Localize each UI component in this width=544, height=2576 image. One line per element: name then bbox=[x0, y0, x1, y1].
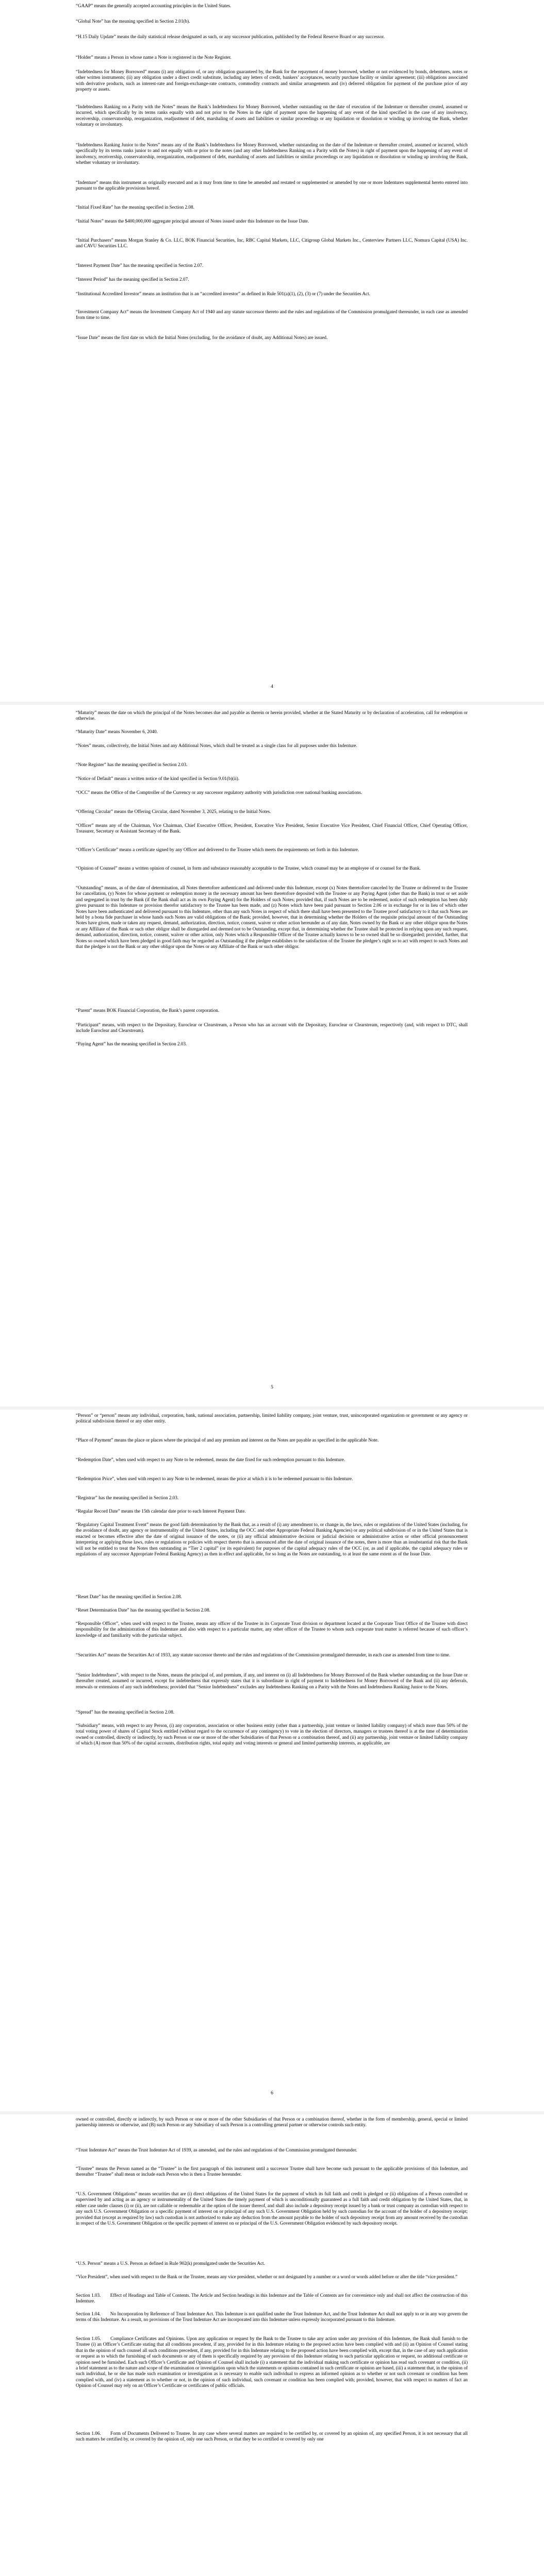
definition-paragraph: “Maturity Date” means November 6, 2040. bbox=[76, 729, 158, 734]
definition-paragraph: “Institutional Accredited Investor” means an institution that is an “accredited investor” as defined in Rule 501(a)(1), (2), (3) or (7) under the Securities Act. bbox=[76, 291, 370, 296]
page-number: 4 bbox=[271, 684, 273, 689]
definition-paragraph: “Senior Indebtedness”, with respect to the Notes, means the principal of, and premium, if any, and interest on (i) all Indebtedness for Money Borrowed of the Bank whether outstanding on the Issue Date or thereafter created, assumed or incurred, except for indebtedness that expressly states that it is subordinate in right of payment to Indebtedness for Money Borrowed of the Bank and (ii) any deferrals, renewals or extensions of any such indebtedness; provided that “Senior Indebtedness” excludes any Indebtedness Ranking on a Parity with the Notes and Indebtedness Ranking Junior to the Notes. bbox=[76, 1672, 468, 1689]
document-page-7 bbox=[0, 2114, 544, 2576]
page-number: 6 bbox=[271, 2091, 273, 2096]
definition-paragraph: owned or controlled, directly or indirectly, by such Person or one or more of the other Subsidiaries of that Person or a combination thereof, whether in the form of membership, general, special or limited partnership interests or otherwise, and (B) such Person or any Subsidiary of such Person is a controlling general partner or otherwise controls such entity. bbox=[76, 2116, 468, 2128]
definition-paragraph: “Place of Payment” means the place or places where the principal of and any premium and interest on the Notes are payable as specified in the applicable Note. bbox=[76, 1437, 379, 1443]
definition-paragraph: “Note Register” has the meaning specified in Section 2.03. bbox=[76, 762, 188, 767]
definition-paragraph: “Indebtedness for Money Borrowed” means (i) any obligation of, or any obligation guaranteed by, the Bank for the repayment of money borrowed, whether or not evidenced by bonds, debentures, notes or other written instruments; (ii) any obligation under a direct credit substitute, including any letters of credit, bankers’ acceptances, security purchase facility or similar agreement; (iii) obligations associated with derivative products, such as interest-rate and foreign-exchange-rate contracts, commodity contracts and similar arrangements and (iv) deferred obligation for payment of the purchase price of any property or assets. bbox=[76, 69, 468, 92]
definition-paragraph: “Officer’s Certificate” means a certificate signed by any Officer and delivered to the Trustee which meets the requirements set forth in this Indenture. bbox=[76, 847, 359, 852]
definition-paragraph: “Interest Payment Date” has the meaning specified in Section 2.07. bbox=[76, 263, 204, 268]
definition-paragraph: “Officer” means any of the Chairman, Vice Chairman, Chief Executive Officer, President, Executive Vice President, Senior Executive Vice President, Chief Financial Officer, Chief Operating Officer, Treasurer, Secretary or Assistant Secretary of the Bank. bbox=[76, 823, 468, 834]
definition-paragraph: “Maturity” means the date on which the principal of the Notes becomes due and payable as therein or herein provided, whether at the Stated Maturity or by declaration of acceleration, call for redemption or otherwise. bbox=[76, 710, 468, 721]
document-page-4 bbox=[0, 0, 544, 703]
section-paragraph: Section 1.04. No Incorporation by Reference of Trust Indenture Act. This Indenture is not qualified under the Trust Indenture Act, and the Trust Indenture Act shall not apply to or in any way govern the terms of this Indenture. As a result, no provisions of the Trust Indenture Act are incorporated into this Indenture unless expressly incorporated pursuant to this Indenture. bbox=[76, 2311, 468, 2323]
definition-paragraph: “Notes” means, collectively, the Initial Notes and any Additional Notes, which shall be treated as a single class for all purposes under this Indenture. bbox=[76, 743, 357, 748]
definition-paragraph: “Subsidiary” means, with respect to any Person, (i) any corporation, association or other business entity (other than a partnership, joint venture or limited liability company) of which more than 50% of the total voting power of shares of Capital Stock entitled (without regard to the occurrence of any contingency) to vote in the election of directors, managers or trustees thereof is at the time of determination owned or controlled, directly or indirectly, by such Person or one or more of the other Subsidiaries of that Person or a combination thereof, and (ii) any partnership, joint venture or limited liability company of which (A) more than 50% of the capital accounts, distribution rights, total equity and voting interests or general and limited partnership interests, as applicable, are bbox=[76, 1723, 468, 1746]
definition-paragraph: “Notice of Default” means a written notice of the kind specified in Section 9.01(b)(ii). bbox=[76, 776, 240, 781]
definition-paragraph: “Vice President”, when used with respect to the Bank or the Trustee, means any vice president, whether or not designated by a number or a word or words added before or after the title “vice president.” bbox=[76, 2274, 458, 2279]
definition-paragraph: “OCC” means the Office of the Comptroller of the Currency or any successor regulatory authority with jurisdiction over national banking associations. bbox=[76, 790, 362, 795]
definition-paragraph: “GAAP” means the generally accepted accounting principles in the United States. bbox=[76, 3, 232, 8]
definition-paragraph: “U.S. Person” means a U.S. Person as defined in Rule 902(k) promulgated under the Securities Act. bbox=[76, 2261, 265, 2266]
page-number: 5 bbox=[271, 1385, 273, 1390]
definition-paragraph: “Regular Record Date” means the 15th calendar date prior to each Interest Payment Date. bbox=[76, 1509, 246, 1514]
definition-paragraph: “Offering Circular” means the Offering Circular, dated November 3, 2025, relating to the Initial Notes. bbox=[76, 809, 271, 814]
definition-paragraph: “Participant” means, with respect to the Depositary, Euroclear or Clearstream, a Person who has an account with the Depositary, Euroclear or Clearstream, respectively (and, with respect to DTC, shall include Euroclear and Clearstream). bbox=[76, 1022, 468, 1033]
definition-paragraph: “Person” or “person” means any individual, corporation, bank, national association, partnership, limited liability company, joint venture, trust, unincorporated organization or government or any agency or political subdivision thereof or any other entity. bbox=[76, 1413, 468, 1424]
definition-paragraph: “Indebtedness Ranking on a Parity with the Notes” means the Bank’s Indebtedness for Money Borrowed, whether outstanding on the date of execution of the Indenture or thereafter created, assumed or incurred, which specifically by its terms ranks equally with and not prior to the Notes in the right of payment upon the happening of any event of the kind specified in the case of any insolvency, receivership, conservatorship, reorganization, readjustment of debt, marshaling of assets and liabilities or similar proceedings or any liquidation or dissolution or winding up involving the Bank, whether voluntary or involuntary. bbox=[76, 104, 468, 127]
definition-paragraph: “Redemption Price”, when used with respect to any Note to be redeemed, means the price at which it is to be redeemed pursuant to this Indenture. bbox=[76, 1476, 353, 1481]
definition-paragraph: “U.S. Government Obligations” means securities that are (i) direct obligations of the United States for the payment of which its full faith and credit is pledged or (ii) obligations of a Person controlled or supervised by and acting as an agency or instrumentality of the United States the timely payment of which is unconditionally guaranteed as a full faith and credit obligation by the United States, that, in either case under clauses (i) or (ii), are not callable or redeemable at the option of the issuer thereof, and shall also include a depository receipt issued by a bank or trust company as custodian with respect to any such U.S. Government Obligation or a specific payment of interest on or principal of any such U.S. Government Obligation held by such custodian for the account of the holder of a depository receipt; provided that (except as required by law) such custodian is not authorized to make any deduction from the amount payable to the holder of such depository receipt from any amount received by the custodian in respect of the U.S. Government Obligation or the specific payment of interest on or principal of the U.S. Government Obligation evidenced by such depository receipt. bbox=[76, 2191, 468, 2226]
definition-paragraph: “Reset Determination Date” has the meaning specified in Section 2.08. bbox=[76, 1607, 210, 1613]
definition-paragraph: “Holder” means a Person in whose name a Note is registered in the Note Register. bbox=[76, 55, 232, 60]
definition-paragraph: “Regulatory Capital Treatment Event” means the good faith determination by the Bank that, as a result of (i) any amendment to, or change in, the laws, rules or regulations of the United States (including, for the avoidance of doubt, any agency or instrumentality of the United States, including the OCC and other Appropriate Federal Banking Agencies) or any political subdivision of or in the United States that is enacted or becomes effective after the date of original issuance of the notes, or (ii) any official administrative decision or judicial decision or administrative action or other official pronouncement interpreting or applying those laws, rules or regulations or policies with respect thereto that is announced after the date of original issuance of the notes, there is more than an insubstantial risk that the Bank will not be entitled to treat the Notes then outstanding as “Tier 2 capital” (or its equivalent) for purposes of the capital adequacy rules of the OCC (or, as and if applicable, the capital adequacy rules or regulations of any successor Appropriate Federal Banking Agency) as then in effect and applicable, for so long as the Notes are outstanding, to at least the same extent as of the Issue Date. bbox=[76, 1522, 468, 1557]
definition-paragraph: “Registrar” has the meaning specified in Section 2.03. bbox=[76, 1495, 179, 1500]
definition-paragraph: “Parent” means BOK Financial Corporation, the Bank’s parent corporation. bbox=[76, 1008, 220, 1013]
definition-paragraph: “Initial Fixed Rate” has the meaning specified in Section 2.08. bbox=[76, 205, 194, 210]
definition-paragraph: “Paying Agent” has the meaning specified in Section 2.03. bbox=[76, 1041, 187, 1046]
definition-paragraph: “Reset Date” has the meaning specified in Section 2.08. bbox=[76, 1594, 182, 1599]
definition-paragraph: “Securities Act” means the Securities Act of 1933, any statute successor thereto and the rules and regulations of the Commission promulgated thereunder, in each case as amended from time to time. bbox=[76, 1652, 450, 1657]
definition-paragraph: “Trust Indenture Act” means the Trust Indenture Act of 1939, as amended, and the rules and regulations of the Commission promulgated thereunder. bbox=[76, 2147, 357, 2153]
definition-paragraph: “Issue Date” means the first date on which the Initial Notes (excluding, for the avoidance of doubt, any Additional Notes) are issued. bbox=[76, 335, 328, 340]
definition-paragraph: “Trustee” means the Person named as the “Trustee” in the first paragraph of this instrument until a successor Trustee shall have become such pursuant to the applicable provisions of this Indenture, and thereafter “Trustee” shall mean or include each Person who is then a Trustee hereunder. bbox=[76, 2166, 468, 2177]
definition-paragraph: “Investment Company Act” means the Investment Company Act of 1940 and any statute successor thereto and the rules and regulations of the Commission promulgated thereunder, in each case as amended from time to time. bbox=[76, 309, 468, 320]
definition-paragraph: “H.15 Daily Update” means the daily statistical release designated as such, or any successor publication, published by the Federal Reserve Board or any successor. bbox=[76, 34, 385, 39]
definition-paragraph: “Outstanding” means, as of the date of determination, all Notes theretofore authenticated and delivered under this Indenture, except (x) Notes theretofore canceled by the Trustee or delivered to the Trustee for cancellation, (y) Notes for whose payment or redemption money in the necessary amount has been theretofore deposited with the Trustee or any Paying Agent (other than the Bank) in trust or set aside and segregated in trust by the Bank (if the Bank shall act as its own Paying Agent) for the Holders of such Notes; provided that, if such Notes are to be redeemed, notice of such redemption has been duly given pursuant to this Indenture or provision therefor satisfactory to the Trustee has been made, and (z) Notes which have been paid pursuant to Section 2.06 or in exchange for or in lieu of which other Notes have been authenticated and delivered pursuant to this Indenture, other than any such Notes in respect of which there shall have been presented to the Trustee proof satisfactory to it that such Notes are held by a bona fide purchaser in whose hands such Notes are valid obligations of the Bank; provided, however, that in determining whether the Holders of the requisite principal amount of the Outstanding Notes have given, made or taken any request, demand, authorization, direction, notice, consent, waiver or other action hereunder as of any date, Notes owned by the Bank or any other obligor upon the Notes or any Affiliate of the Bank or such other obligor shall be disregarded and deemed not to be Outstanding, except that, in determining whether the Trustee shall be protected in relying upon any such request, demand, authorization, direction, notice, consent, waiver or other action, only Notes which a Responsible Officer of the Trustee actually knows to be so owned shall be so disregarded; provided, further, that Notes so owned which have been pledged in good faith may be regarded as Outstanding if the pledgee establishes to the satisfaction of the Trustee the pledgee’s right so to act with respect to such Notes and that the pledgee is not the Bank or any other obligor upon the Notes or any Affiliate of the Bank or such other obligor. bbox=[76, 885, 468, 950]
definition-paragraph: “Indenture” means this instrument as originally executed and as it may from time to time be amended and restated or supplemented or amended by one or more Indentures supplemental hereto entered into pursuant to the applicable provisions hereof. bbox=[76, 180, 468, 191]
definition-paragraph: “Initial Notes” means the $400,000,000 aggregate principal amount of Notes issued under this Indenture on the Issue Date. bbox=[76, 218, 309, 224]
definition-paragraph: “Spread” has the meaning specified in Section 2.08. bbox=[76, 1709, 175, 1715]
section-paragraph: Section 1.06. Form of Documents Delivered to Trustee. In any case where several matters are required to be certified by, or covered by an opinion of, any specified Person, it is not necessary that all such matters be certified by, or covered by the opinion of, only one such Person, or that they be so certified or covered by only one bbox=[76, 2431, 468, 2442]
definition-paragraph: “Opinion of Counsel” means a written opinion of counsel, in form and substance reasonably acceptable to the Trustee, which counsel may be an employee of or counsel for the Bank. bbox=[76, 866, 421, 871]
section-paragraph: Section 1.03. Effect of Headings and Table of Contents. The Article and Section headings in this Indenture and the Table of Contents are for convenience only and shall not affect the construction of this Indenture. bbox=[76, 2293, 468, 2304]
definition-paragraph: “Global Note” has the meaning specified in Section 2.01(b). bbox=[76, 19, 190, 24]
definition-paragraph: “Responsible Officer”, when used with respect to the Trustee, means any officer of the Trustee in its Corporate Trust division or department located at the Corporate Trust Office of the Trustee with direct responsibility for the administration of this Indenture and also with respect to a particular matter, any other officer of the Trustee to whom such corporate trust matter is referred because of such officer’s knowledge of and familiarity with the particular subject. bbox=[76, 1621, 468, 1638]
definition-paragraph: “Redemption Date”, when used with respect to any Note to be redeemed, means the date fixed for such redemption pursuant to this Indenture. bbox=[76, 1457, 345, 1462]
definition-paragraph: “Indebtedness Ranking Junior to the Notes” means any of the Bank’s Indebtedness for Money Borrowed, whether outstanding on the date of the Indenture or thereafter created, assumed or incurred, which specifically by its terms ranks junior to and not equally with or prior to the notes (and any other Indebtedness Ranking on a Parity with the Notes) in right of payment upon the happening of any event of insolvency, receivership, conservatorship, reorganization, readjustment of debt, marshaling of assets and liabilities or similar proceedings or any liquidation or dissolution or winding up involving the Bank, whether voluntary or involuntary. bbox=[76, 142, 468, 165]
document-page-6 bbox=[0, 1410, 544, 2113]
section-paragraph: Section 1.05. Compliance Certificates and Opinions. Upon any application or request by the Bank to the Trustee to take any action under any provision of this Indenture, the Bank shall furnish to the Trustee (i) an Officer’s Certificate stating that all conditions precedent, if any, provided for in this Indenture relating to the proposed action have been complied with and (ii) an Opinion of Counsel stating that in the opinion of such counsel all such conditions precedent, if any, provided for in this Indenture relating to the proposed action have been complied with, except that, in the case of any such application or request as to which the furnishing of such documents or any of them is specifically required by any provision of this Indenture relating to such particular application or request, no additional certificate or opinion need be furnished. Each such Officer’s Certificate and Opinion of Counsel shall include (i) a statement that the individual making such certificate or opinion has read such covenant or condition, (ii) a brief statement as to the nature and scope of the examination or investigation upon which the statements or opinions contained in such certificate or opinion are based, (iii) a statement that, in the opinion of such individual, he or she has made such examination or investigation as is necessary to enable such individual to express an informed opinion as to whether or not such covenant or condition has been complied with, and (iv) a statement as to whether or not, in the opinion of such individual, such covenant or condition has been complied with; provided, however, that with respect to matters of fact an Opinion of Counsel may rely on an Officer’s Certificate or certificates of public officials. bbox=[76, 2336, 468, 2388]
definition-paragraph: “Initial Purchasers” means Morgan Stanley & Co. LLC, BOK Financial Securities, Inc, RBC Capital Markets, LLC, Citigroup Global Markets Inc., Centerview Partners LLC, Nomura Capital (USA) Inc. and CAVU Securities LLC. bbox=[76, 238, 468, 249]
document-page-5 bbox=[0, 705, 544, 1408]
definition-paragraph: “Interest Period” has the meaning specified in Section 2.07. bbox=[76, 277, 189, 282]
